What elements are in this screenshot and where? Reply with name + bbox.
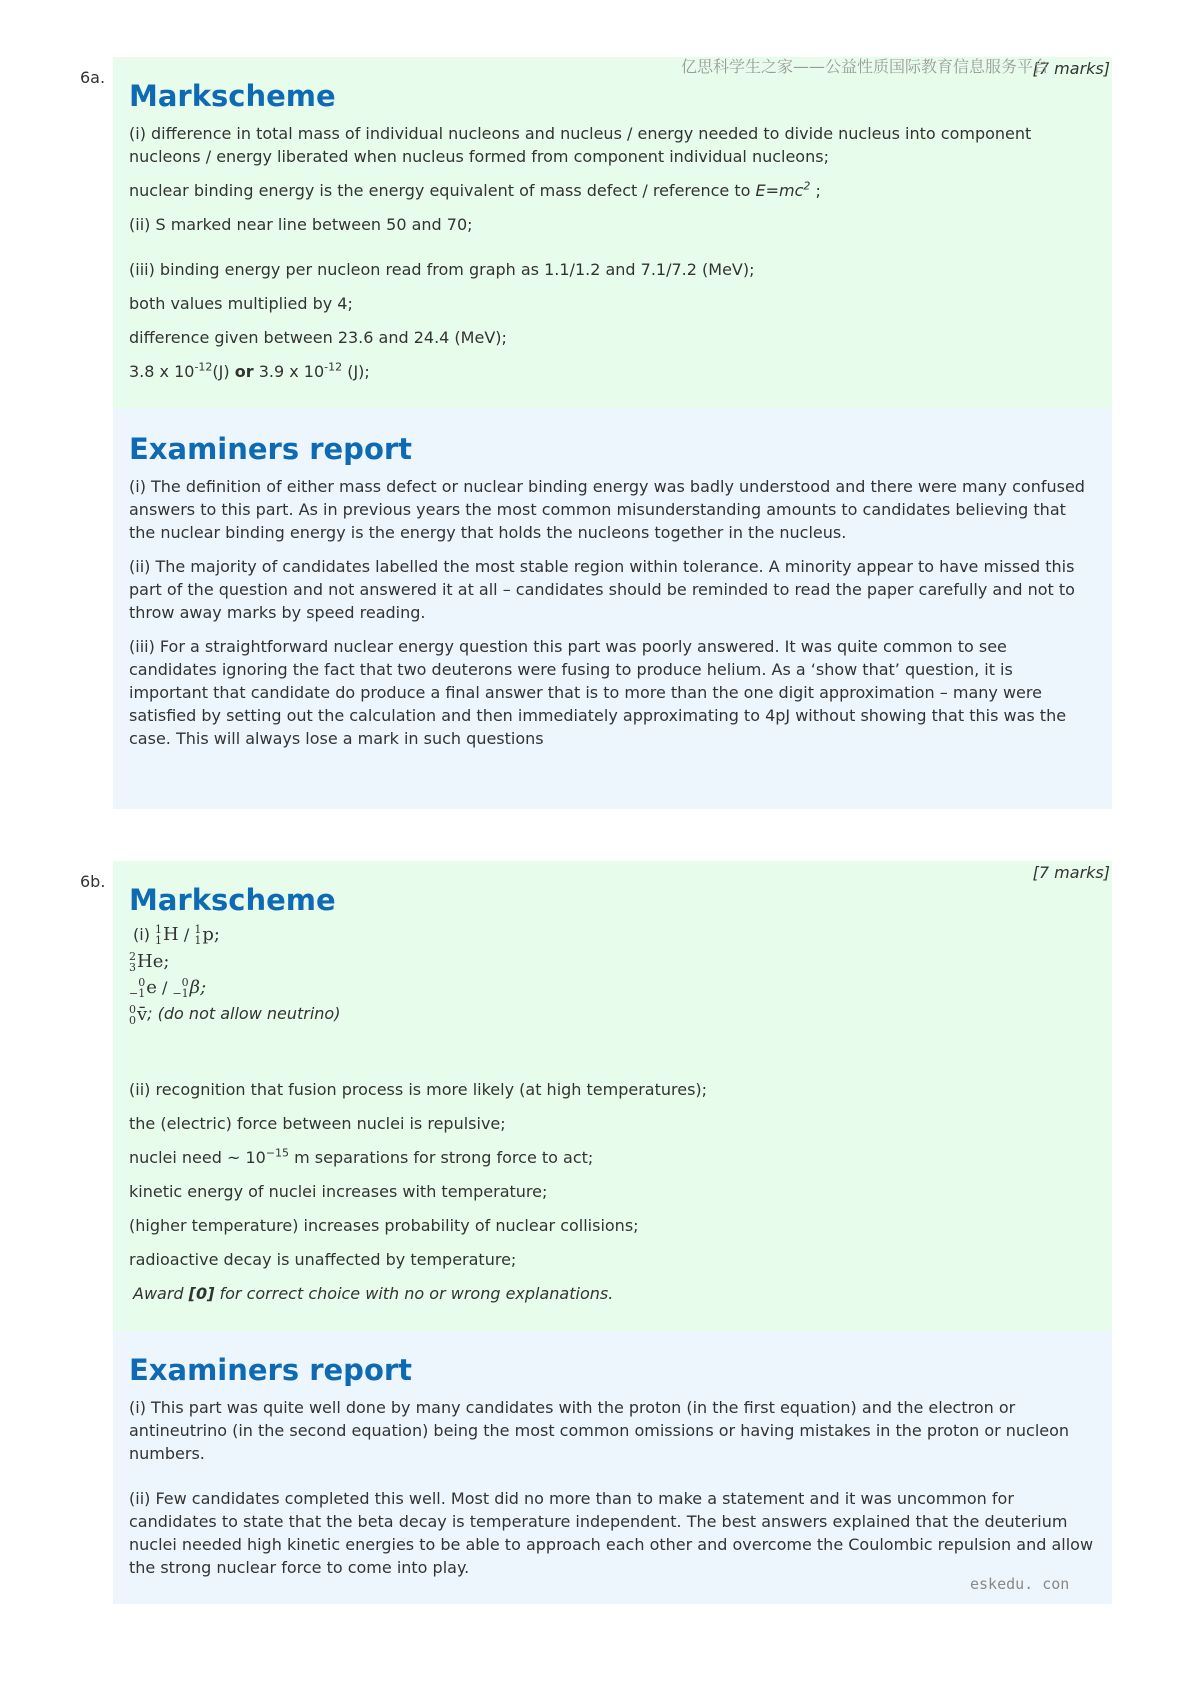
ms-line: (ii) recognition that fusion process is more likely (at high temperatures); — [129, 1079, 708, 1099]
report-paragraph: (i) The definition of either mass defect or nuclear binding energy was badly understood and there were many confused answers to this part. As in previous years the most common misunderstanding amounts to candidates believing that the nuclear binding energy is the energy that holds the nucleons together in the nucleus. — [129, 476, 1085, 542]
markscheme-heading: Markscheme — [129, 883, 336, 917]
markscheme-6b — [113, 861, 1112, 1331]
ms-line: the (electric) force between nuclei is repulsive; — [129, 1113, 506, 1133]
watermark-text: 亿思科学生之家——公益性质国际教育信息服务平台 — [681, 57, 1050, 76]
report-paragraph: (iii) For a straightforward nuclear energy question this part was poorly answered. It was quite common to see candidates ignoring the fact that two deuterons were fusing to produce helium. As a ‘show that’ question, it is important that candidate do produce a final answer that is to more than the one digit approximation – many were satisfied by setting out the calculation and then immediately approximating to 4pJ without showing that this was the case. This will always lose a mark in such questions — [129, 636, 1067, 748]
ms-line-separation: nuclei need ~ $10^{-15}$ m separations for strong force to act; — [129, 1146, 594, 1167]
helium-nucleus: 2 3 He; — [129, 949, 170, 974]
nuclear-equation-1: (i) 1 1 H / 1 1 p; — [133, 923, 220, 948]
ms-line: (i) difference in total mass of individual nucleons and nucleus / energy needed to divide nucleus into component nucleons / energy liberated when nucleus formed from component individual nucleons; — [129, 123, 1032, 166]
ms-line: kinetic energy of nuclei increases with temperature; — [129, 1181, 548, 1201]
hydrogen-nucleus: 1 1 H — [155, 923, 179, 948]
ms-line: radioactive decay is unaffected by temperature; — [129, 1249, 517, 1269]
helium-line — [129, 948, 1096, 975]
ms-line: (iii) binding energy per nucleon read from graph as 1.1/1.2 and 7.1/7.2 (MeV); — [129, 259, 755, 279]
antineutrino: 0 0 v̄ — [129, 1002, 148, 1027]
question-number-6a: 6a. — [80, 68, 106, 87]
examiners-report-6a — [113, 408, 1112, 809]
marks-6b: [7 marks] — [1032, 863, 1110, 882]
markscheme-heading: Markscheme — [129, 79, 336, 113]
question-number-6b: 6b. — [80, 872, 106, 891]
report-paragraph: (i) This part was quite well done by many candidates with the proton (in the first equation) and the electron or antineutrino (in the second equation) being the most common omissions or having mistakes in the proton or nucleon numbers. — [129, 1397, 1070, 1463]
report-paragraph: (ii) The majority of candidates labelled the most stable region within tolerance. A minority appear to have missed this part of the question and not answered it at all – candidates should be reminded to read the paper carefully and not to throw away marks by speed reading. — [129, 556, 1075, 622]
markscheme-6a — [113, 57, 1112, 408]
report-paragraph: (ii) Few candidates completed this well. Most did no more than to make a statement and it was uncommon for candidates to state that the beta decay is temperature independent. The best answers explained that the deuterium nuclei needed high kinetic energies to be able to approach each other and overcome the Coulombic repulsion and allow the strong nuclear force to come into play. — [129, 1488, 1094, 1577]
examiners-report-6b — [113, 1331, 1112, 1604]
footer-watermark: eskedu. con — [970, 1575, 1070, 1593]
ms-line: (ii) S marked near line between 50 and 70; — [129, 214, 473, 234]
ms-line: both values multiplied by 4; — [129, 293, 353, 313]
antineutrino-line: 0 0 v̄ ; (do not allow neutrino) — [129, 1002, 341, 1027]
emc2-formula: $E=mc^2$ — [755, 179, 811, 200]
award-note: Award [0] for correct choice with no or wrong explanations. — [133, 1283, 614, 1303]
ms-line: (higher temperature) increases probability of nuclear collisions; — [129, 1215, 639, 1235]
examiners-report-heading: Examiners report — [129, 1353, 413, 1387]
beta-particle: 0 −1 β; — [172, 976, 207, 1001]
marks-6a: [7 marks] — [1032, 59, 1110, 78]
ms-line-energy-answer: 3.8 x $10^{-12}(J)$ or 3.9 x $10^{-12}$ (J); — [129, 360, 370, 381]
ms-line-binding-energy: nuclear binding energy is the energy equivalent of mass defect / reference to $E=mc^2$ ; — [129, 179, 821, 200]
proton: 1 1 p; — [194, 923, 220, 948]
examiners-report-heading: Examiners report — [129, 432, 413, 466]
ms-line: difference given between 23.6 and 24.4 (MeV); — [129, 327, 507, 347]
nuclear-equation-2: 0 −1 e / 0 −1 β; — [129, 976, 207, 1001]
electron: 0 −1 e — [129, 976, 157, 1001]
